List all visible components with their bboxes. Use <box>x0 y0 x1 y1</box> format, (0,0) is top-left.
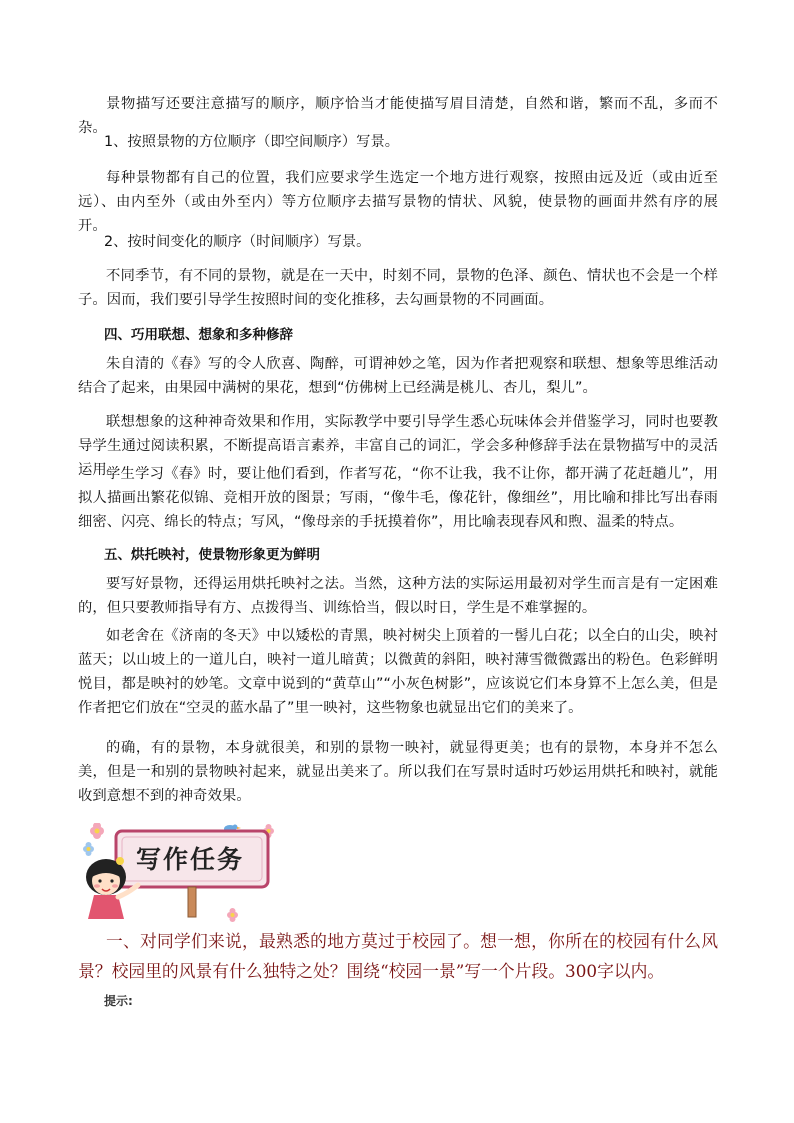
paragraph-sequence-intro: 景物描写还要注意描写的顺序，顺序恰当才能使描写眉目清楚，自然和谐，繁而不乱，多而不杂。 <box>78 96 718 136</box>
paragraph-contrast-method: 要写好景物，还得运用烘托映衬之法。当然，这种方法的实际运用最初对学生而言是有一定困难的，但只要教师指导有方、点拨得当、训练恰当，假以时日，学生是不难掌握的。 <box>78 576 718 616</box>
sign-post <box>188 887 196 917</box>
writing-task-prompt: 一、对同学们来说，最熟悉的地方莫过于校园了。想一想，你所在的校园有什么风景？校园里的风景有什么独特之处？围绕“校园一景”写一个片段。300字以内。 <box>78 931 718 981</box>
flower-icon <box>227 908 238 922</box>
paragraph-spring-association: 朱自清的《春》写的令人欣喜、陶醉，可谓神妙之笔，因为作者把观察和联想、想象等思维活动结合了起来，由果园中满树的果花，想到“仿佛树上已经满是桃儿、杏儿，梨儿”。 <box>78 356 718 396</box>
flower-icon <box>90 823 104 839</box>
banner-title: 写作任务 <box>136 845 245 874</box>
section-heading-contrast: 五、烘托映衬，使景物形象更为鲜明 <box>104 547 320 563</box>
paragraph-contrast-conclusion: 的确，有的景物，本身就很美，和别的景物一映衬，就显得更美；也有的景物，本身并不怎么美，但是一和别的景物映衬起来，就显出美来了。所以我们在写景时适时巧妙运用烘托和映衬，就能收到意想不到的神奇效果。 <box>78 740 718 804</box>
paragraph-spatial-order: 每种景物都有自己的位置，我们应要求学生选定一个地方进行观察，按照由远及近（或由近至远）、由内至外（或由外至内）等方位顺序去描写景物的情状、风貌，使景物的画面井然有序的展开。 <box>78 170 718 234</box>
section-heading-association: 四、巧用联想、想象和多种修辞 <box>104 327 293 343</box>
paragraph-jinan-winter: 如老舍在《济南的冬天》中以矮松的青黑，映衬树尖上顶着的一髻儿白花；以全白的山尖，映衬蓝天；以山坡上的一道儿白，映衬一道儿暗黄；以微黄的斜阳，映衬薄雪微微露出的粉色。色彩鲜明悦目，都是映衬的妙笔。文章中说到的“黄草山”“小灰色树影”，应该说它们本身算不上怎么美，但是作者把它们放在“空灵的蓝水晶了”里一映衬，这些物象也就显出它们的美来了。 <box>78 628 718 716</box>
flower-icon <box>83 842 94 856</box>
subheading-time-order: 2、按时间变化的顺序（时间顺序）写景。 <box>104 234 371 250</box>
paragraph-spring-rhetoric: 学生学习《春》时，要让他们看到，作者写花，“你不让我，我不让你，都开满了花赶趟儿”，用拟人描画出繁花似锦、竞相开放的图景；写雨，“像牛毛，像花针，像细丝”，用比喻和排比写出春雨细密、闪亮、绵长的特点；写风，“像母亲的手抚摸着你”，用比喻表现春风和煦、温柔的特点。 <box>78 466 718 530</box>
hint-label: 提示: <box>104 994 133 1008</box>
paragraph-imagination-effect: 联想想象的这种神奇效果和作用，实际教学中要引导学生悉心玩味体会并借鉴学习，同时也要教导学生通过阅读积累，不断提高语言素养，丰富自己的词汇，学会多种修辞手法在景物描写中的灵活运用。 <box>78 414 718 478</box>
paragraph-time-order: 不同季节，有不同的景物，就是在一天中，时刻不同，景物的色泽、颜色、情状也不会是一个样子。因而，我们要引导学生按照时间的变化推移，去勾画景物的不同画面。 <box>78 268 718 308</box>
subheading-spatial-order: 1、按照景物的方位顺序（即空间顺序）写景。 <box>104 134 400 150</box>
